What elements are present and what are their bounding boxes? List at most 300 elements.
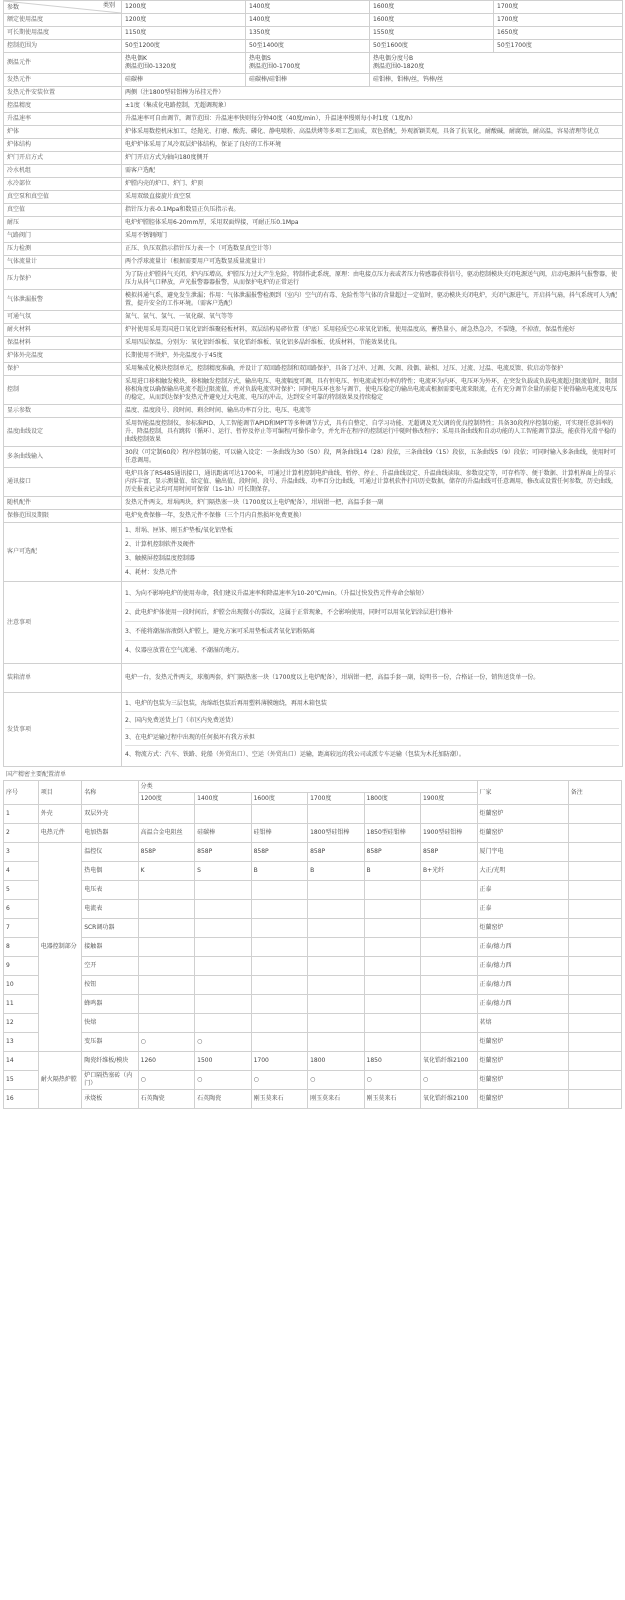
spec-row <box>4 100 623 113</box>
config-value: 石英陶瓷 <box>195 1090 251 1109</box>
config-value: 1700 <box>251 1052 307 1071</box>
value-cell: 电炉炉体采用了风冷双层炉体结构，保证了良好的工作环境 <box>122 139 623 152</box>
config-value <box>251 1033 307 1052</box>
config-value: ○ <box>195 1033 251 1052</box>
row-label: 可通气氛 <box>4 311 122 324</box>
value-cell: 1550度 <box>370 27 494 40</box>
value-line: 热电偶分度号B <box>373 55 414 62</box>
row-label: 气体流量计 <box>4 256 122 269</box>
row-label: 控制 <box>4 376 122 405</box>
row-label: 气体泄漏报警 <box>4 290 122 311</box>
shipping-item: 2、国内免费送货上门（市区内免费送货） <box>125 714 619 729</box>
spec-row <box>4 337 623 350</box>
value-cell: 温度、温度段号、段时间、剩余时间、输出功率百分比、电压、电流等 <box>122 405 623 418</box>
notes-cell <box>122 582 623 664</box>
spec-row <box>4 324 623 337</box>
value-cell: 电炉炉膛腔体采用6-20mm厚，采用双面焊接，可耐正压0.1Mpa <box>122 217 623 230</box>
config-value: 1500 <box>195 1052 251 1071</box>
spec-table <box>3 0 623 767</box>
row-label: 水冷部位 <box>4 178 122 191</box>
value-cell: 50至1600度 <box>370 40 494 53</box>
row-label: 发热元件安装位置 <box>4 87 122 100</box>
row-label: 压力保护 <box>4 269 122 290</box>
spec-row <box>4 27 623 40</box>
value-cell: 炉膛内壳的炉口、炉门、炉顶 <box>122 178 623 191</box>
row-label: 耐压 <box>4 217 122 230</box>
config-maker: 炬蘭窑炉 <box>477 1071 568 1090</box>
shipping-item: 4、物流方式：汽车、铁路、轮船（外贸出口）、空运（外贸出口）运输，距离较远的我公司或派专车运输（包装为木托加防潮）。 <box>125 751 465 758</box>
row-label: 装箱清单 <box>4 664 122 693</box>
config-remark <box>568 1071 621 1090</box>
row-label: 控制范围为 <box>4 40 122 53</box>
spec-row <box>4 87 623 100</box>
row-label: 控温精度 <box>4 100 122 113</box>
config-value <box>308 957 364 976</box>
value-cell <box>122 53 246 74</box>
row-label: 炉体外壳温度 <box>4 350 122 363</box>
config-remark <box>568 1052 621 1071</box>
note-item: 3、不能将潮湿溶液倒入炉膛上，避免方案可采用垫板或者氧化铝粉隔离 <box>125 624 619 641</box>
value-cell: 炉门开启方式为轴向180度侧开 <box>122 152 623 165</box>
config-seq: 10 <box>4 976 39 995</box>
value-cell: 升温速率可自由调节，调节范围：升温速率快则每分钟40度（40度/min），升温速率慢则每小时1度（1度/h） <box>122 113 623 126</box>
config-value <box>138 976 194 995</box>
row-label: 随机配件 <box>4 497 122 510</box>
config-row <box>4 1033 622 1052</box>
config-seq: 12 <box>4 1014 39 1033</box>
spec-row <box>4 405 623 418</box>
spec-row <box>4 350 623 363</box>
value-cell: ±1度（集成化电路控制，无超调现象） <box>122 100 623 113</box>
config-seq: 2 <box>4 824 39 843</box>
spec-row <box>4 290 623 311</box>
config-row <box>4 919 622 938</box>
header-temp: 1400度 <box>195 793 251 805</box>
config-remark <box>568 824 621 843</box>
header-category: 分类 <box>138 781 477 793</box>
config-value <box>195 976 251 995</box>
value-cell: 采用双级直接旋片真空泵 <box>122 191 623 204</box>
spec-row <box>4 363 623 376</box>
config-value: 刚玉莫来石 <box>251 1090 307 1109</box>
config-maker: 正泰/德力西 <box>477 938 568 957</box>
config-value: 858P <box>308 843 364 862</box>
config-maker: 正泰/德力西 <box>477 995 568 1014</box>
value-cell: 氮气、氩气、氢气、一氧化碳、氧气等等 <box>122 311 623 324</box>
config-value <box>138 995 194 1014</box>
value-cell: 正压、负压双指示指针压力表一个（可选数显真空计等） <box>122 243 623 256</box>
config-value <box>308 995 364 1014</box>
config-maker: 正泰/德力西 <box>477 976 568 995</box>
config-value: ○ <box>138 1071 194 1090</box>
header-bottom-label: 参数 <box>7 4 20 11</box>
value-cell: 采用进口移相触发模块，移相触发控制方式，输出电压、电流幅度可调，具有恒电压、恒电流或恒功率的特性；电流环为内环，电压环为外环，在突发负载或负载电流超过限流值时，限制移相角度以确保输出电流不超过限流值，并对负载电流实时保护；同时电压环也参与调节，使电压稳定的输出电流或根据需要电流来限流，在有充分调节余量的前提下使得输出电流及电压的稳定，从而到达保护发热元件避免过大电流、电压的冲击，达到安全可靠的特制效果及持续稳定 <box>122 376 623 405</box>
config-value <box>138 938 194 957</box>
config-value: ○ <box>364 1071 420 1090</box>
row-label: 保护 <box>4 363 122 376</box>
config-value: 石英陶瓷 <box>138 1090 194 1109</box>
config-value <box>308 976 364 995</box>
value-cell: 采用四层保温，分别为：氧化铝纤维板、氧化锆纤维板、氧化铝多晶纤维板、优质材料，节能效果优良。 <box>122 337 623 350</box>
header-temp: 1900度 <box>421 793 478 805</box>
config-name: 电压表 <box>82 881 138 900</box>
config-value <box>364 900 420 919</box>
value-cell: 硅碳棒 <box>122 74 246 87</box>
config-value: B+光纤 <box>421 862 478 881</box>
spec-row <box>4 40 623 53</box>
value-cell: 采用智能温度控制仪，参标准PID、人工智能调节APID和MPT等多种调节方式，具有自整定、自学习功能、无超调及无欠调的优良控制特性；具备30段程序控制功能，可实现任意斜率的升、降温控制，具有跳转（循环）、运行、暂停及停止等可编程/可操作命令，并允许在程序的控制运行中随时修改程序；采用具备曲线和自动功能的人工智能调节算法，能获得光滑平稳的曲线控制效果 <box>122 418 623 447</box>
row-label: 通讯接口 <box>4 468 122 497</box>
config-item: 外壳 <box>38 805 81 824</box>
config-value: 1850型硅钼棒 <box>364 824 420 843</box>
header-col: 1200度 <box>122 1 246 14</box>
config-remark <box>568 976 621 995</box>
config-value: S <box>195 862 251 881</box>
spec-row <box>4 113 623 126</box>
config-row <box>4 805 622 824</box>
spec-row <box>4 204 623 217</box>
config-seq: 9 <box>4 957 39 976</box>
config-value <box>195 995 251 1014</box>
config-row <box>4 976 622 995</box>
config-maker: 厦门宇电 <box>477 843 568 862</box>
config-maker: 炬蘭窑炉 <box>477 1090 568 1109</box>
row-label: 真空泵和真空值 <box>4 191 122 204</box>
config-value <box>138 957 194 976</box>
spec-row <box>4 126 623 139</box>
config-seq: 7 <box>4 919 39 938</box>
config-seq: 4 <box>4 862 39 881</box>
config-row <box>4 1014 622 1033</box>
config-remark <box>568 995 621 1014</box>
row-label: 炉体 <box>4 126 122 139</box>
config-value: 1800 <box>308 1052 364 1071</box>
config-value: ○ <box>195 1071 251 1090</box>
spec-row <box>4 468 623 497</box>
config-name: 热电偶 <box>82 862 138 881</box>
value-cell: 30段（可定制60段）程序控制功能，可以输入设定：一条曲线为30（50）段，两条曲线14（28）段依，三条曲线9（15）段依，五条曲线5（9）段依；可同时输入多条曲线，使用时可任意调用。 <box>122 447 623 468</box>
config-value <box>421 938 478 957</box>
spec-row <box>4 510 623 523</box>
spec-row <box>4 447 623 468</box>
config-value <box>364 957 420 976</box>
value-cell: 发热元件两支，坩埚两块，炉门隔热塞一块（1700度以上电炉配备），坩埚钳一把，高温手套一副 <box>122 497 623 510</box>
row-label: 可长期使用温度 <box>4 27 122 40</box>
config-value <box>138 1014 194 1033</box>
config-value <box>364 881 420 900</box>
spec-row <box>4 217 623 230</box>
config-value <box>421 805 478 824</box>
note-item: 2、此电炉炉体使用一段时间后，炉膛会出现微小的裂纹，这属于正常现象，不会影响使用，同时可以用氧化铝涂层进行修补 <box>125 605 619 622</box>
config-group: 耐火隔热炉膛 <box>38 1052 81 1109</box>
config-caption: 国产精密主要配置清单 <box>6 771 67 778</box>
row-label: 发货事项 <box>4 693 122 767</box>
config-seq: 13 <box>4 1033 39 1052</box>
row-label: 气路阀门 <box>4 230 122 243</box>
value-cell: 指针压力表-0.1Mpa和数显正负压指示表。 <box>122 204 623 217</box>
config-maker: 大正/光明 <box>477 862 568 881</box>
config-value: 1260 <box>138 1052 194 1071</box>
options-cell <box>122 523 623 582</box>
config-value: 1900型硅钼棒 <box>421 824 478 843</box>
header-seq: 序号 <box>4 781 39 805</box>
spec-row-heater <box>4 74 623 87</box>
header-name: 名称 <box>82 781 138 805</box>
config-value: 硅碳棒 <box>195 824 251 843</box>
config-value <box>364 1014 420 1033</box>
config-value <box>308 1033 364 1052</box>
config-maker: 炬蘭窑炉 <box>477 1052 568 1071</box>
config-value: ○ <box>138 1033 194 1052</box>
config-value <box>195 900 251 919</box>
config-name: 接触器 <box>82 938 138 957</box>
config-row <box>4 881 622 900</box>
spec-row <box>4 418 623 447</box>
config-value <box>195 881 251 900</box>
row-label: 额定使用温度 <box>4 14 122 27</box>
option-item: 4、耗材：发热元件 <box>125 569 177 576</box>
config-value: 858P <box>195 843 251 862</box>
config-value <box>421 976 478 995</box>
config-item: 电热元件 <box>38 824 81 843</box>
spec-row <box>4 165 623 178</box>
config-remark <box>568 919 621 938</box>
value-cell: 两个浮球流量计（根据需要用户可选数显质量流量计） <box>122 256 623 269</box>
config-value: ○ <box>308 1071 364 1090</box>
config-name: 蜂鸣器 <box>82 995 138 1014</box>
config-value: 氧化锆纤维2100 <box>421 1090 478 1109</box>
spec-row-notes <box>4 582 623 664</box>
spec-row <box>4 230 623 243</box>
config-row <box>4 1071 622 1090</box>
config-value: 858P <box>364 843 420 862</box>
config-value <box>138 900 194 919</box>
header-col: 1600度 <box>370 1 494 14</box>
config-remark <box>568 805 621 824</box>
config-value <box>308 900 364 919</box>
config-value: 858P <box>251 843 307 862</box>
config-value: 1850 <box>364 1052 420 1071</box>
spec-row-packing <box>4 664 623 693</box>
config-name: 空开 <box>82 957 138 976</box>
value-line: 测温范围0-1700度 <box>249 63 301 70</box>
config-value <box>251 976 307 995</box>
config-remark <box>568 843 621 862</box>
shipping-item: 3、在电炉运输过程中出现的任何损坏有我方承担 <box>125 731 619 746</box>
spec-row <box>4 269 623 290</box>
row-label: 升温速率 <box>4 113 122 126</box>
config-remark <box>568 881 621 900</box>
value-line: 测温范围0-1320度 <box>125 63 177 70</box>
option-item: 2、计算机控制软件及硬件 <box>125 541 619 553</box>
spec-row-thermo <box>4 53 623 74</box>
row-label: 显示参数 <box>4 405 122 418</box>
value-cell: 电炉免费保修一年，发热元件不保修（三个月内自然损坏免费更换） <box>122 510 623 523</box>
config-seq: 3 <box>4 843 39 862</box>
spec-row-options <box>4 523 623 582</box>
spec-row <box>4 311 623 324</box>
config-table <box>3 780 622 1109</box>
config-remark <box>568 1033 621 1052</box>
config-value: ○ <box>421 1071 478 1090</box>
value-cell: 50至1200度 <box>122 40 246 53</box>
config-value <box>138 919 194 938</box>
value-cell: 1400度 <box>246 14 370 27</box>
config-value <box>308 919 364 938</box>
value-cell: 1150度 <box>122 27 246 40</box>
header-col: 1400度 <box>246 1 370 14</box>
config-row <box>4 1090 622 1109</box>
value-line: 测温范围0-1820度 <box>373 63 425 70</box>
config-value: B <box>364 862 420 881</box>
spec-row <box>4 14 623 27</box>
spec-row <box>4 139 623 152</box>
config-row <box>4 843 622 862</box>
header-temp: 1800度 <box>364 793 420 805</box>
value-cell: 1200度 <box>122 14 246 27</box>
config-value: 858P <box>138 843 194 862</box>
row-label: 客户可选配 <box>4 523 122 582</box>
config-seq: 5 <box>4 881 39 900</box>
row-label: 温度曲线设定 <box>4 418 122 447</box>
note-item: 1、为向不影响电炉的使用寿命，我们建议升温速率和降温速率为10-20℃/min。（升温过快发热元件寿命会缩短） <box>125 586 619 603</box>
value-cell: 需客户选配 <box>122 165 623 178</box>
config-row <box>4 862 622 881</box>
config-name: 炉口隔热塞砖（内门） <box>82 1071 138 1090</box>
config-seq: 11 <box>4 995 39 1014</box>
config-maker: 炬蘭窑炉 <box>477 824 568 843</box>
value-cell: 模拟抖通气系，避免发生泄漏；作用：气体泄漏报警检测到（室内）空气的有毒、危险性等气体的含量超过一定值时，驱动模块关闭电炉，关闭气源进气，开启抖气扇，抖气系统可人为配置，提升安全的工作环境。（需客户选配） <box>122 290 623 311</box>
config-value: 858P <box>421 843 478 862</box>
config-seq: 15 <box>4 1071 39 1090</box>
header-temp: 1700度 <box>308 793 364 805</box>
config-value <box>251 957 307 976</box>
config-value <box>364 938 420 957</box>
spec-row <box>4 497 623 510</box>
config-value <box>364 919 420 938</box>
spec-row <box>4 256 623 269</box>
config-value <box>195 919 251 938</box>
header-temp: 1600度 <box>251 793 307 805</box>
value-cell <box>246 53 370 74</box>
config-maker: 茗熔 <box>477 1014 568 1033</box>
config-name: 双层外壳 <box>82 805 138 824</box>
config-name: 承烧板 <box>82 1090 138 1109</box>
config-name: 陶瓷纤维板/模块 <box>82 1052 138 1071</box>
config-value <box>421 1014 478 1033</box>
config-value <box>364 976 420 995</box>
spec-row <box>4 191 623 204</box>
value-cell: 炉体采用数控机床加工，经抛光、打磨、酸洗、磷化、静电喷粉、高温烘烤等多项工艺而成，双色搭配，外观新颖美观，具备了抗氧化，耐酸碱，耐腐蚀，耐高温，容易清理等优点 <box>122 126 623 139</box>
config-maker: 正泰 <box>477 900 568 919</box>
config-value <box>364 995 420 1014</box>
spec-row <box>4 243 623 256</box>
config-seq: 8 <box>4 938 39 957</box>
row-label: 炉体结构 <box>4 139 122 152</box>
config-value <box>421 1033 478 1052</box>
config-value <box>308 938 364 957</box>
value-cell: 1650度 <box>494 27 623 40</box>
value-cell: 采用不锈钢阀门 <box>122 230 623 243</box>
config-value: 高温合金电阻丝 <box>138 824 194 843</box>
config-remark <box>568 1090 621 1109</box>
config-name: 按钮 <box>82 976 138 995</box>
note-item: 4、仪器应放置在空气流通、不潮湿的地方。 <box>125 647 243 654</box>
config-value <box>421 900 478 919</box>
config-maker: 正泰/德力西 <box>477 957 568 976</box>
packing-cell: 电炉一台，发热元件两支，球瓶两套，炉门隔热塞一块（1700度以上电炉配备），坩埚钳一把，高温手套一副，说明书一份，合格证一份，销售送货单一份。 <box>122 664 623 693</box>
value-cell: 1700度 <box>494 14 623 27</box>
row-label: 真空值 <box>4 204 122 217</box>
config-value <box>421 919 478 938</box>
config-value <box>138 805 194 824</box>
config-name: 变压器 <box>82 1033 138 1052</box>
config-maker: 炬蘭窑炉 <box>477 805 568 824</box>
row-label: 保修范围及期限 <box>4 510 122 523</box>
value-cell: 50至1700度 <box>494 40 623 53</box>
spec-header-row <box>4 1 623 14</box>
config-remark <box>568 938 621 957</box>
config-row <box>4 995 622 1014</box>
config-value: B <box>308 862 364 881</box>
row-label: 保温材料 <box>4 337 122 350</box>
row-label: 冷水机组 <box>4 165 122 178</box>
header-maker: 厂家 <box>477 781 568 805</box>
config-remark <box>568 862 621 881</box>
config-name: SCR调功器 <box>82 919 138 938</box>
value-cell: 1600度 <box>370 14 494 27</box>
config-name: 电加热器 <box>82 824 138 843</box>
config-value <box>251 1014 307 1033</box>
config-value: 刚玉莫来石 <box>364 1090 420 1109</box>
config-maker: 炬蘭窑炉 <box>477 1033 568 1052</box>
config-name: 电流表 <box>82 900 138 919</box>
row-label: 压力检测 <box>4 243 122 256</box>
option-item: 1、坩埚、匣钵、刚玉炉垫板/氧化铝垫板 <box>125 527 619 539</box>
config-seq: 6 <box>4 900 39 919</box>
value-cell: 硅碳棒/硅钼棒 <box>246 74 370 87</box>
header-top-label: 类别 <box>102 2 115 9</box>
config-seq: 1 <box>4 805 39 824</box>
shipping-item: 1、电炉的包装为三层包装，海绵纸包装后再用塑料薄膜缠绕，再用木箱包装 <box>125 697 619 712</box>
row-label: 炉门开启方式 <box>4 152 122 165</box>
spec-row <box>4 152 623 165</box>
config-value <box>251 805 307 824</box>
value-cell: 电炉具备了RS485通讯接口，通讯距离可达1700米，可通过计算机控制电炉曲线、暂停、停止、升温曲线设定、升温曲线读取、参数设定等，可存档等、便于数据、计算机界面上的显示内容丰富，显示测量值、给定值、输出值、段时间、段号、升温曲线、功率百分比曲线，可通过计算机软件打印历史数据，储存的升温曲线可任意调用，修改或设置任何参数，历史曲线，历史报表记录均可用时间可保留（1s-1h）可长期保存。 <box>122 468 623 497</box>
config-row <box>4 900 622 919</box>
value-line: 热电偶K <box>125 55 147 62</box>
option-item: 3、触摸屏控制温度控制器 <box>125 555 619 567</box>
config-value: K <box>138 862 194 881</box>
config-value <box>364 1033 420 1052</box>
config-seq: 14 <box>4 1052 39 1071</box>
spec-row <box>4 376 623 405</box>
config-value <box>251 919 307 938</box>
config-header-row <box>4 781 622 793</box>
value-line: 热电偶S <box>249 55 271 62</box>
config-value: ○ <box>251 1071 307 1090</box>
config-value <box>195 1014 251 1033</box>
header-temp: 1200度 <box>138 793 194 805</box>
config-remark <box>568 957 621 976</box>
config-value <box>251 881 307 900</box>
config-remark <box>568 900 621 919</box>
spec-row-shipping <box>4 693 623 767</box>
config-value <box>251 995 307 1014</box>
config-name: 快熔 <box>82 1014 138 1033</box>
config-value <box>421 995 478 1014</box>
config-value: B <box>251 862 307 881</box>
